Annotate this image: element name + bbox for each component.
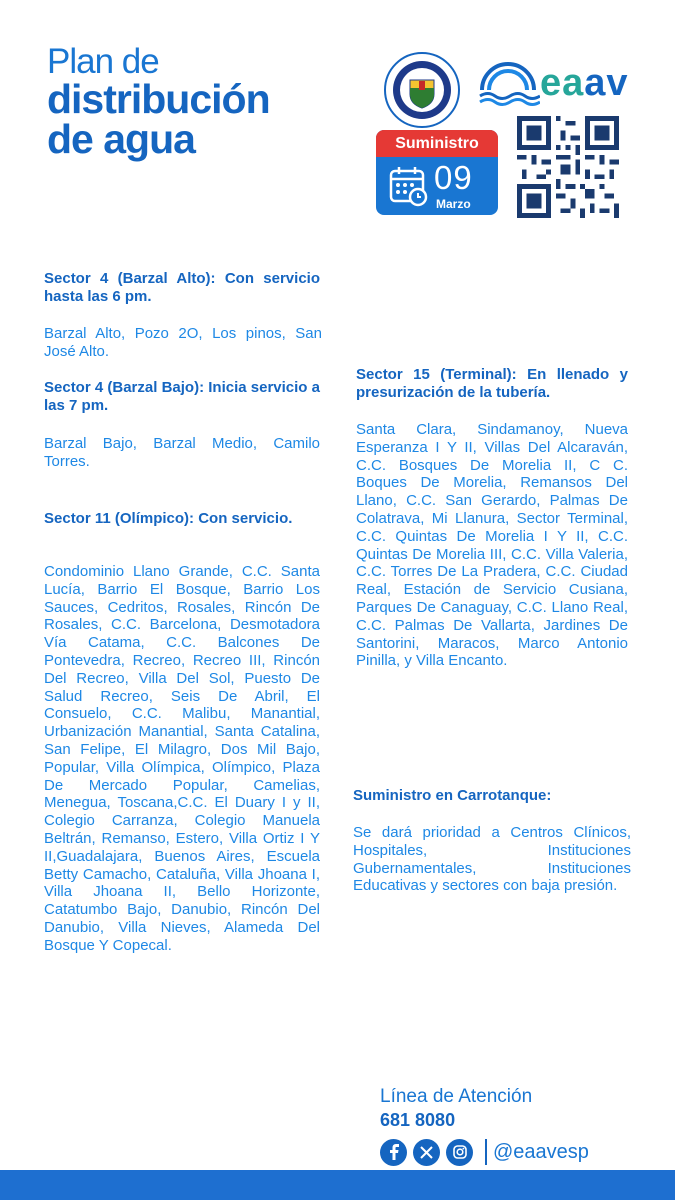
supply-date-badge	[376, 130, 498, 215]
instagram-icon[interactable]	[446, 1139, 473, 1166]
badge-label: Suministro	[376, 130, 498, 157]
bottom-bar	[0, 1170, 675, 1200]
title-line-3: de agua	[47, 116, 195, 162]
attention-phone-number[interactable]: 681 8080	[380, 1110, 456, 1130]
sector-4-barzal-alto-neighborhoods: Barzal Alto, Pozo 2O, Los pinos, San José Alto.	[44, 325, 322, 360]
badge-month: Marzo	[436, 197, 471, 211]
title-line-2: distribución	[47, 76, 270, 122]
page-title	[47, 42, 270, 162]
sector-15-terminal-neighborhoods: Santa Clara, Sindamanoy, Nueva Esperanza I Y II, Villas Del Alcaraván, C.C. Bosques De Morelia II, C C. Boques De Morelia, Remansos Del Llano, C.C. San Gerardo, Palmas De Colatrava, Mi Llanura, Sector Terminal, C.C. Quintas De Morelia I Y II, C.C. Quintas De Morelia III, C.C. Villa Valeria, C.C. Torres De La Pradera, C.C. Ciudad Real, Estación de Servicio Cusiana, Parques De Canaguay, C.C. Llano Real, C.C. Palmas De Vallarta, Jardines De Santorini, Maracos, Marco Antonio Pinilla, y Villa Encanto.	[356, 421, 628, 670]
social-divider	[485, 1139, 487, 1165]
qr-code-icon[interactable]	[517, 116, 619, 218]
title-line-1: Plan de	[47, 42, 159, 81]
sector-11-olimpico-neighborhoods: Condominio Llano Grande, C.C. Santa Lucía, Barrio El Bosque, Barrio Los Sauces, Cedritos, Rosales, Rincón De Rosales, C.C. Barcelona, Desmotadora Vía Catama, C.C. Balcones De Pontevedra, Recreo, Recreo III, Rincón Del Recreo, Villa Del Sol, Puesto De Salud Recreo, Seis De Abril, El Consuelo, C.C. Malibu, Manantial, Urbanización Manantial, Santa Catalina, San Felipe, El Milagro, Dos Mil Bajo, Popular, Villa Olímpica, Olímpico, Plaza De Mercado Popular, Camelias, Menegua, Toscana,C.C. El Duary I y II, Colegio Carranza, Colegio Manuela Beltrán, Remanso, Estero, Villa Ortiz I Y II,Guadalajara, Buenos Aires, Escuela Betty Camacho, Cataluña, Villa Jhoana I, Villa Jhoana II, Bello Horizonte, Catatumbo Bajo, Danubio, Rincón Del Danubio, Villa Nieves, Alameda Del Bosque Y Copecal.	[44, 563, 320, 954]
sector-15-terminal-heading: Sector 15 (Terminal): En llenado y presurización de la tubería.	[356, 366, 628, 401]
sector-4-barzal-alto-heading: Sector 4 (Barzal Alto): Con servicio hasta las 6 pm.	[44, 270, 320, 305]
eaav-waves-icon	[478, 60, 540, 108]
eaav-logo	[478, 60, 638, 110]
carrotanque-description: Se dará prioridad a Centros Clínicos, Hospitales, Instituciones Gubernamentales, Instituciones Educativas y sectores con baja presión.	[353, 824, 631, 895]
social-handle[interactable]: @eaavesp	[493, 1140, 589, 1163]
facebook-icon[interactable]	[380, 1139, 407, 1166]
x-icon[interactable]	[413, 1139, 440, 1166]
badge-day: 09	[434, 159, 473, 196]
carrotanque-heading: Suministro en Carrotanque:	[353, 787, 552, 804]
sector-4-barzal-bajo-heading: Sector 4 (Barzal Bajo): Inicia servicio a las 7 pm.	[44, 379, 320, 414]
calendar-clock-icon	[388, 165, 430, 207]
attention-line-label: Línea de Atención	[380, 1086, 533, 1107]
alcaldia-seal-logo	[384, 52, 460, 128]
eaav-wordmark: eaav	[540, 62, 629, 104]
sector-11-olimpico-heading: Sector 11 (Olímpico): Con servicio.	[44, 510, 293, 527]
social-links	[380, 1138, 589, 1166]
sector-4-barzal-bajo-neighborhoods: Barzal Bajo, Barzal Medio, Camilo Torres.	[44, 435, 320, 470]
